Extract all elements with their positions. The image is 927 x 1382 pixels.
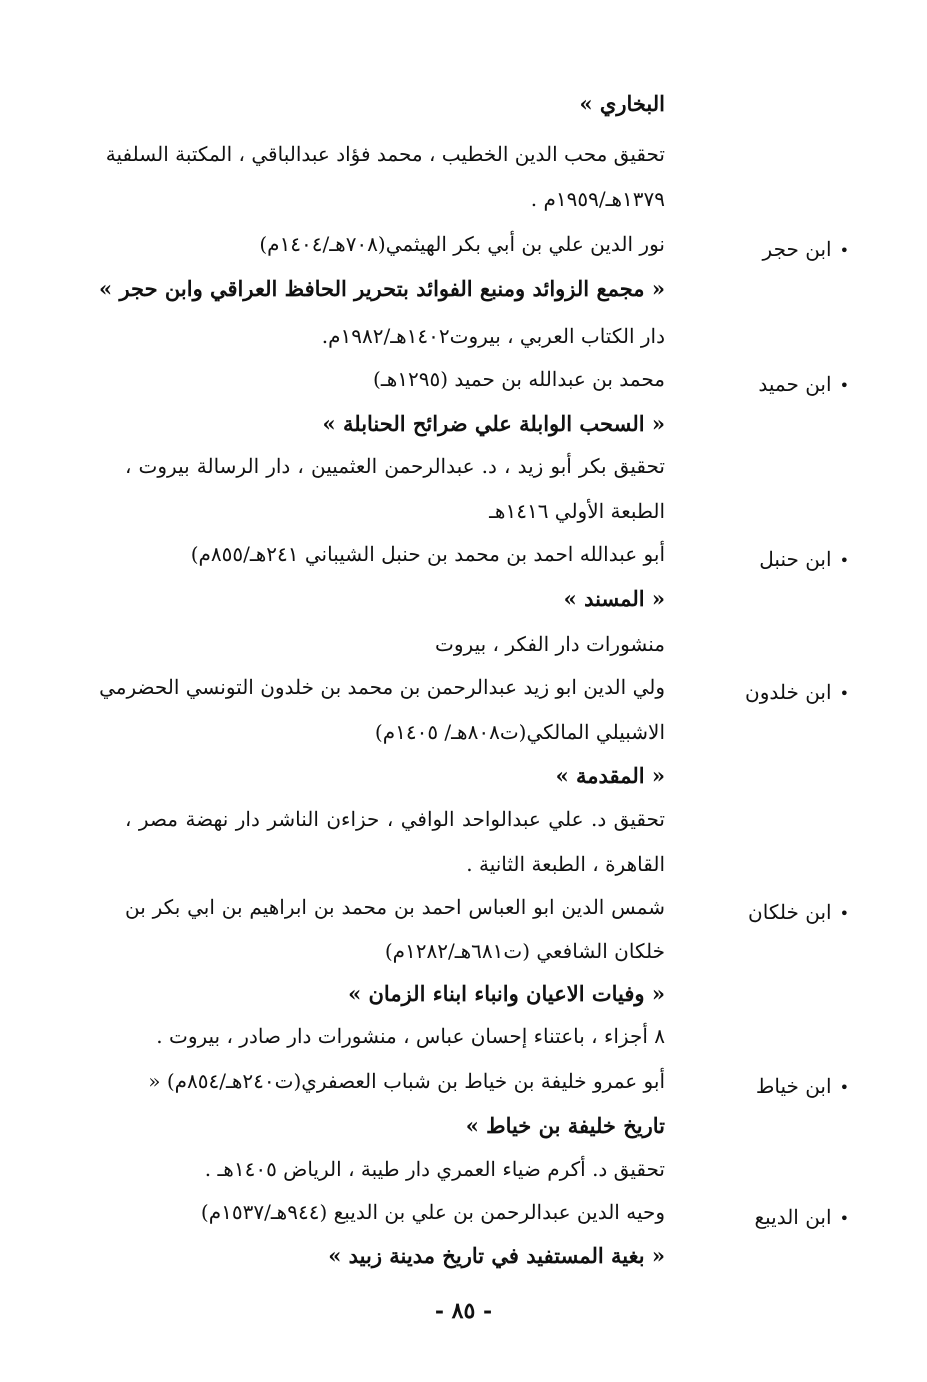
author-name-text: ابن الديبع <box>754 1205 832 1229</box>
entry-text-line: خلكان الشافعي (ت٦٨١هـ/١٢٨٢م) <box>384 939 665 963</box>
entry-author-name <box>719 370 849 398</box>
entry-text-line: منشورات دار الفكر ، بيروت <box>435 632 665 656</box>
bullet-icon: • <box>839 241 849 260</box>
book-title-line: « مجمع الزوائد ومنبع الفوائد بتحرير الحافظ العراقي وابن حجر » <box>99 276 665 301</box>
book-title-line: « بغية المستفيد في تاريخ مدينة زبيد » <box>328 1243 665 1268</box>
bullet-icon: • <box>839 684 849 703</box>
bullet-icon: • <box>839 551 849 570</box>
entry-author-name <box>719 235 849 263</box>
entry-author-name <box>719 678 849 706</box>
entry-text-line: ولي الدين ابو زيد عبدالرحمن بن محمد بن خلدون التونسي الحضرمي <box>99 675 665 699</box>
entry-author-name <box>719 1203 849 1231</box>
book-title-line: « المسند » <box>563 586 665 611</box>
bullet-icon: • <box>839 1209 849 1228</box>
entry-text-line: القاهرة ، الطبعة الثانية . <box>466 852 665 876</box>
entry-text-line: أبو عبدالله احمد بن محمد بن حنبل الشيباني ٢٤١هـ/٨٥٥م) <box>190 542 665 566</box>
author-name-text: ابن حجر <box>762 237 832 261</box>
book-title-line: « المقدمة » <box>555 763 665 788</box>
bullet-icon: • <box>839 904 849 923</box>
bullet-icon: • <box>839 1078 849 1097</box>
entry-author-name <box>719 1072 849 1100</box>
entry-text-line: الاشبيلي المالكي(ت٨٠٨هـ/ ١٤٠٥م) <box>374 720 665 744</box>
book-title-line: تاريخ خليفة بن خياط » <box>465 1113 665 1138</box>
entry-text-line: تحقيق د. أكرم ضياء العمري دار طيبة ، الرياض ١٤٠٥هـ . <box>204 1157 665 1181</box>
author-name-text: ابن حميد <box>758 372 832 396</box>
entry-text-line: وحيه الدين عبدالرحمن بن علي بن الديبع (٩٤٤هـ/١٥٣٧م) <box>200 1200 665 1224</box>
author-name-text: ابن حنبل <box>759 547 832 571</box>
entry-text-line: ٨ أجزاء ، باعتناء إحسان عباس ، منشورات دار صادر ، بيروت . <box>156 1024 665 1048</box>
entry-text-line: شمس الدين ابو العباس احمد بن محمد بن ابراهيم بن ابي بكر بن <box>125 895 665 919</box>
entry-text-line: ١٣٧٩هـ/١٩٥٩م . <box>530 187 665 211</box>
entry-author-name <box>719 898 849 926</box>
book-title-line: « وفيات الاعيان وانباء ابناء الزمان » <box>348 981 665 1006</box>
entry-text-line: أبو عمرو خليفة بن خياط بن شباب العصفري(ت٢٤٠هـ/٨٥٤م) « <box>148 1069 665 1093</box>
author-name-text: ابن خلدون <box>745 680 832 704</box>
entry-text-line: تحقيق د. علي عبدالواحد الوافي ، حزاءن الناشر دار نهضة مصر ، <box>125 807 665 831</box>
entry-text-line: تحقيق بكر أبو زيد ، د. عبدالرحمن العثميين ، دار الرسالة بيروت ، <box>125 454 665 478</box>
entry-text-line: محمد بن عبدالله بن حميد (١٢٩٥هـ) <box>373 367 665 391</box>
book-title-line: « السحب الوابلة علي ضرائح الحنابلة » <box>322 411 665 436</box>
bullet-icon: • <box>839 376 849 395</box>
entry-text-line: دار الكتاب العربي ، بيروت١٤٠٢هـ/١٩٨٢م. <box>321 324 665 348</box>
entry-text-line: نور الدين علي بن أبي بكر الهيثمي(٧٠٨هـ/١٤٠٤م) <box>259 232 665 256</box>
page-number: - ٨٥ - <box>434 1298 493 1324</box>
author-name-text: ابن خياط <box>755 1074 832 1098</box>
author-name-text: ابن خلكان <box>748 900 832 924</box>
entry-text-line: الطبعة الأولي ١٤١٦هـ <box>489 499 665 523</box>
entry-author-name <box>719 545 849 573</box>
entry-text-line: تحقيق محب الدين الخطيب ، محمد فؤاد عبدالباقي ، المكتبة السلفية <box>105 142 665 166</box>
book-title-line: البخاري » <box>579 91 665 116</box>
